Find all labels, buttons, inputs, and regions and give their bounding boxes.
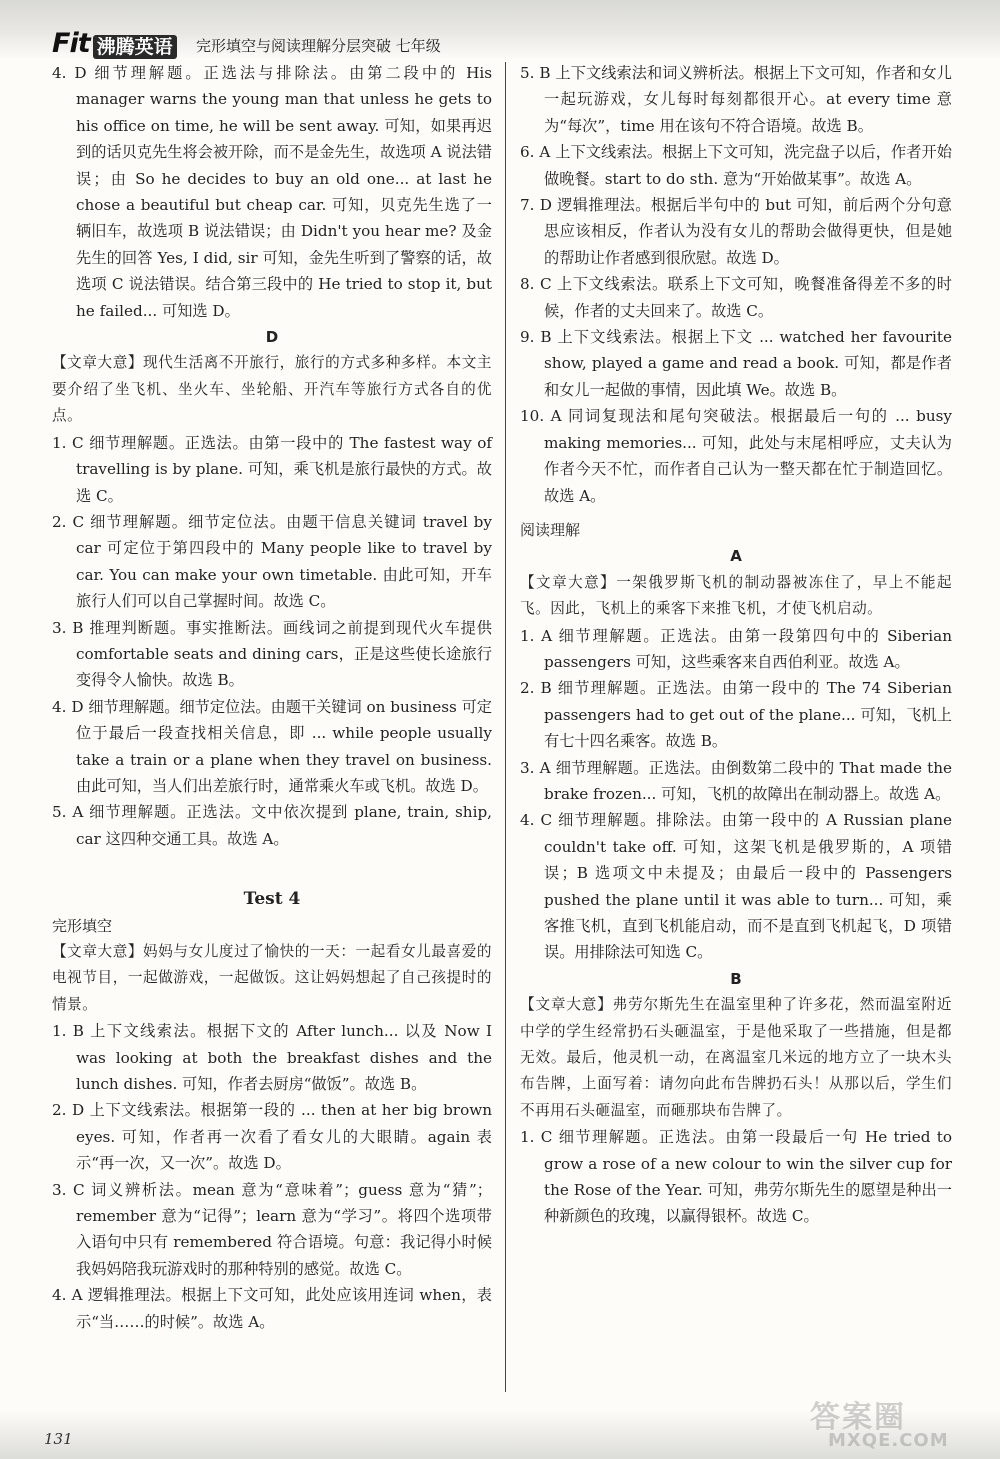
answer-item: 4. D 细节理解题。细节定位法。由题干关键词 on business 可定位于最后一段查找相关信息，即 ... while people usually take a train or a plane when they travel on business. 由此可知，当人们出差旅行时，通常乘火车或飞机。故选 D。: [52, 697, 492, 795]
answer-item: 10. A 同词复现法和尾句突破法。根据最后一句的 ... busy making memories... 可知，此处与末尾相呼应，丈夫认为作者今天不忙，而作者自己认为一整天都在忙于制造回忆。故选 A。: [520, 407, 952, 505]
left-column: [52, 60, 492, 1335]
watermark-main: 答案圈: [810, 1400, 906, 1435]
article-summary: 【文章大意】现代生活离不开旅行，旅行的方式多种多样。本文主要介绍了坐飞机、坐火车、坐轮船、开汽车等旅行方式各自的优点。: [52, 354, 492, 425]
answer-item: 1. A 细节理解题。正选法。由第一段第四句中的 Siberian passengers 可知，这些乘客来自西伯利亚。故选 A。: [520, 626, 952, 671]
right-column: [520, 60, 952, 1230]
answer-item: 3. A 细节理解题。正选法。由倒数第二段中的 That made the brake frozen... 可知，飞机的故障出在制动器上。故选 A。: [520, 758, 952, 803]
brand-name: 沸腾英语: [93, 35, 177, 59]
spacer: [52, 852, 492, 886]
answer-item: 7. D 逻辑推理法。根据后半句中的 but 可知，前后两个分句意思应该相反，作者认为没有女儿的帮助会做得更快，但是她的帮助让作者感到很欣慰。故选 D。: [520, 196, 952, 267]
answer-item: 8. C 上下文线索法。联系上下文可知，晚餐准备得差不多的时候，作者的丈夫回来了。故选 C。: [520, 275, 952, 320]
section-heading: 阅读理解: [520, 520, 581, 539]
answer-item: 2. C 细节理解题。细节定位法。由题干信息关键词 travel by car 可定位于第四段中的 Many people like to travel by car. You can make your own timetable. 由此可知，开车旅行人们可以自己掌握时间。故选 C。: [52, 512, 492, 611]
spacer: [520, 509, 952, 517]
column-divider: [505, 62, 506, 1392]
section-label: D: [265, 328, 279, 347]
article-summary: 【文章大意】弗劳尔斯先生在温室里种了许多花，然而温室附近中学的学生经常扔石头砸温室，于是他采取了一些措施，但是都无效。最后，他灵机一动，在离温室几米远的地方立了一块木头布告牌，上面写着：请勿向此布告牌扔石头！从那以后，学生们不再用石头砸温室，而砸那块布告牌了。: [520, 996, 952, 1119]
book-subtitle: 完形填空与阅读理解分层突破 七年级: [196, 37, 441, 55]
answer-item: 9. B 上下文线索法。根据上下文 ... watched her favourite show, played a game and read a book. 可知，都是作者和女儿一起做的事情，因此填 We。故选 B。: [520, 328, 952, 399]
answer-item: 5. B 上下文线索法和词义辨析法。根据上下文可知，作者和女儿一起玩游戏，女儿每时每刻都很开心。at every time 意为“每次”，time 用在该句不符合语境。故选 B。: [520, 64, 952, 135]
answer-item: 1. B 上下文线索法。根据下文的 After lunch... 以及 Now I was looking at both the breakfast dishes and the lunch dishes. 可知，作者去厨房“做饭”。故选 B。: [52, 1022, 492, 1094]
answer-item: 3. B 推理判断题。事实推断法。画线词之前提到现代火车提供 comfortable seats and dining cars，正是这些使长途旅行变得令人愉快。故选 B。: [52, 618, 492, 690]
section-label: A: [730, 547, 742, 566]
article-summary: 【文章大意】一架俄罗斯飞机的制动器被冻住了，早上不能起飞。因此，飞机上的乘客下来推飞机，才使飞机启动。: [520, 573, 952, 618]
brand-fit: Fit: [52, 28, 90, 59]
section-label: B: [730, 969, 742, 988]
brand-logo: [52, 28, 177, 59]
answer-item: 1. C 细节理解题。正选法。由第一段最后一句 He tried to grow a rose of a new colour to win the silver cup for the Rose of the Year. 可知，弗劳尔斯先生的愿望是种出一种新颜色的玫瑰，以赢得银杯。故选 C。: [520, 1128, 952, 1226]
page-number: 131: [44, 1430, 73, 1448]
watermark: [806, 1392, 976, 1454]
answer-item: 6. A 上下文线索法。根据上下文可知，洗完盘子以后，作者开始做晚餐。start to do sth. 意为“开始做某事”。故选 A。: [520, 143, 952, 188]
article-summary: 【文章大意】妈妈与女儿度过了愉快的一天：一起看女儿最喜爱的电视节目，一起做游戏，一起做饭。这让妈妈想起了自己孩提时的情景。: [52, 943, 492, 1013]
answer-item: 4. C 细节理解题。排除法。由第一段中的 A Russian plane couldn't take off. 可知，这架飞机是俄罗斯的，A 项错误；B 选项文中未提及；由最后一段中的 Passengers pushed the plane until it was able to turn... 可知，乘客推飞机，直到飞机能启动，而不是直到飞机起飞，D 项错误。用排除法可知选 C。: [520, 811, 952, 962]
answer-item: 5. A 细节理解题。正选法。文中依次提到 plane, train, ship, car 这四种交通工具。故选 A。: [52, 803, 492, 848]
answer-item: 2. D 上下文线索法。根据第一段的 ... then at her big brown eyes. 可知，作者再一次看了看女儿的大眼睛。again 表示“再一次，又一次”。故选 D。: [52, 1101, 492, 1173]
section-heading: 完形填空: [52, 916, 113, 935]
page-header: [0, 0, 1000, 60]
test-title: Test 4: [243, 889, 301, 910]
answer-item: 4. A 逻辑推理法。根据上下文可知，此处应该用连词 when，表示“当……的时候”。故选 A。: [52, 1286, 492, 1331]
answer-item: 4. D 细节理解题。正选法与排除法。由第二段中的 His manager warns the young man that unless he gets to his office on time, he will be sent away. 可知，如果再迟到的话贝克先生将会被开除，而不是金先生，故选项 A 说法错误；由 So he decides to buy an old one... at last he chose a beautiful but cheap car. 可知，贝克先生选了一辆旧车，故选项 B 说法错误；由 Didn't you hear me? 及金先生的回答 Yes, I did, sir 可知，金先生听到了警察的话，故选项 C 说法错误。结合第三段中的 He tried to stop it, but he failed... 可知选 D。: [52, 64, 492, 320]
answer-item: 1. C 细节理解题。正选法。由第一段中的 The fastest way of travelling is by plane. 可知，乘飞机是旅行最快的方式。故选 C。: [52, 433, 492, 505]
watermark-url: MXQE.COM: [828, 1430, 949, 1451]
answer-item: 3. C 词义辨析法。mean 意为“意味着”；guess 意为“猜”；remember 意为“记得”；learn 意为“学习”。将四个选项带入语句中只有 remembered 符合语境。句意：我记得小时候我妈妈陪我玩游戏时的那种特别的感觉。故选 C。: [52, 1180, 492, 1278]
answer-item: 2. B 细节理解题。正选法。由第一段中的 The 74 Siberian passengers had to get out of the plane... 可知，飞机上有七十四名乘客。故选 B。: [520, 679, 952, 751]
